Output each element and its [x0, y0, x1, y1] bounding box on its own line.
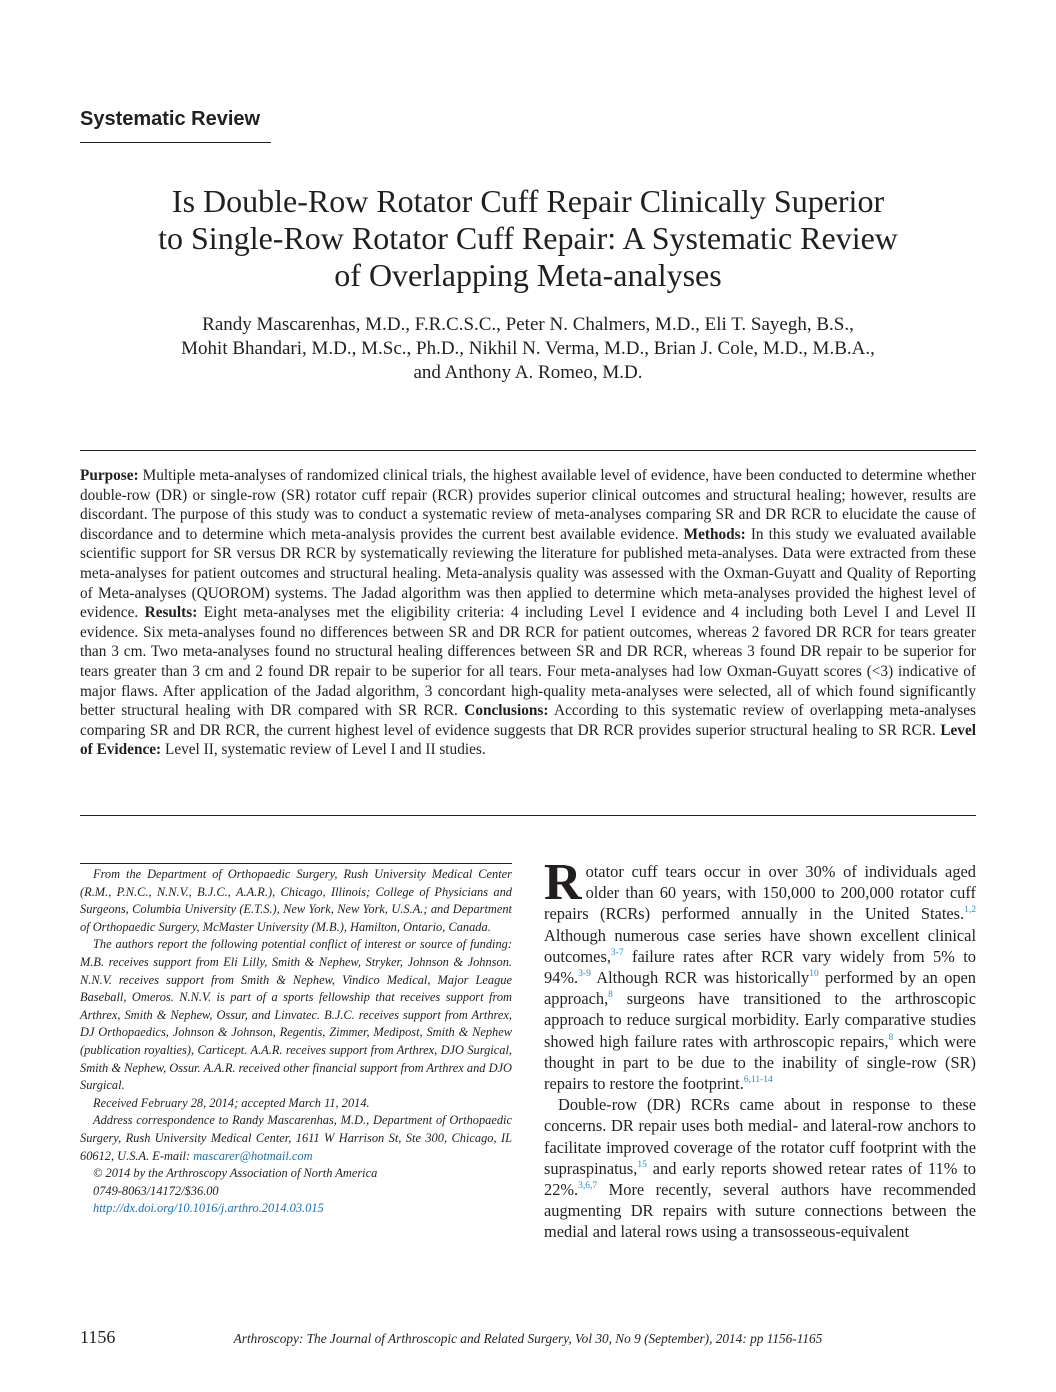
- citation-ref[interactable]: 3-9: [578, 969, 591, 980]
- author-line: and Anthony A. Romeo, M.D.: [413, 362, 643, 383]
- citation-ref[interactable]: 1,2: [964, 905, 976, 916]
- author-line: Mohit Bhandari, M.D., M.Sc., Ph.D., Nikhil N. Verma, M.D., Brian J. Cole, M.D., M.B.A.,: [181, 338, 875, 359]
- abstract-label-results: Results:: [144, 604, 198, 622]
- text-run: Although numerous case series have shown excellent clinical outcomes,: [544, 925, 976, 966]
- abstract-methods: In this study we evaluated available scientific support for SR versus DR RCR by systematically reviewing the literature for published meta-analyses. Data were extracted from these meta-analyses for patient outcomes and structural healing. Meta-analysis quality was assessed with the Oxman-Guyatt and Quality of Reporting of Meta-analyses (QUOROM) systems. The Jadad algorithm was then applied to determine which meta-analyses provided the highest level of evidence.: [80, 525, 976, 622]
- citation-ref[interactable]: 15: [637, 1159, 647, 1170]
- abstract-level: Level II, systematic review of Level I and II studies.: [164, 741, 486, 759]
- citation-ref[interactable]: 8: [608, 990, 613, 1001]
- citation-ref[interactable]: 10: [809, 969, 819, 980]
- journal-citation: Arthroscopy: The Journal of Arthroscopic and Related Surgery, Vol 30, No 9 (September), 2014: pp 1156-1165: [233, 1331, 823, 1346]
- text-run: More recently, several authors have recommended augmenting DR repairs with suture connections between the medial and lateral rows using a transosseous-equivalent: [544, 1180, 976, 1242]
- text-run: and early reports showed retear rates of 11% to 22%.: [544, 1158, 976, 1200]
- abstract-label-conclusions: Conclusions:: [464, 702, 549, 720]
- abstract-bottom-rule: [80, 815, 976, 816]
- email-link[interactable]: mascarer@hotmail.com: [193, 1148, 313, 1163]
- text-run: Double-row (DR) RCRs came about in response to these concerns. DR repair uses both medial- and lateral-row anchors to facilitate improved coverage of the rotator cuff footprint with the supraspinatus,: [544, 1095, 976, 1178]
- citation-ref[interactable]: 6,11-14: [743, 1075, 773, 1086]
- abstract-label-purpose: Purpose:: [80, 467, 139, 484]
- section-label: Systematic Review: [80, 108, 261, 130]
- abstract-results: Eight meta-analyses met the eligibility criteria: 4 including Level I evidence and 4 including both Level I and Level II evidence. Six meta-analyses found no differences between SR and DR RCR for patient outcomes, whereas 2 favored DR RCR for tears greater than 3 cm. Two meta-analyses found no structural healing differences between SR and DR RCR, whereas 3 found DR repair to be superior for tears greater than 3 cm and 2 found DR repair to be superior for all tears. Four meta-analyses had low Oxman-Guyatt scores (<3) indicative of major flaws. After application of the Jadad algorithm, 3 concordant high-quality meta-analyses were selected, all of which found significantly better structural healing with DR compared with SR RCR.: [80, 604, 977, 720]
- body-text: [544, 854, 977, 1243]
- footnote-received: Received February 28, 2014; accepted March 11, 2014.: [93, 1095, 370, 1110]
- body-paragraph-2: [544, 1094, 976, 1242]
- footnote-issn: 0749-8063/14172/$36.00: [93, 1183, 219, 1198]
- body-paragraph-1: [544, 854, 977, 1094]
- author-line: Randy Mascarenhas, M.D., F.R.C.S.C., Peter N. Chalmers, M.D., Eli T. Sayegh, B.S.,: [202, 314, 854, 335]
- footnote-rule: [80, 863, 512, 864]
- article-title: [80, 183, 976, 294]
- abstract-label-level: Level of Evidence:: [80, 721, 976, 759]
- citation-ref[interactable]: 3-7: [610, 947, 624, 958]
- footnote-doi: [80, 1200, 512, 1218]
- text-run: performed by an open approach,: [544, 968, 977, 1009]
- text-run: Although RCR was historically: [590, 968, 810, 988]
- citation-ref[interactable]: 8: [888, 1032, 894, 1043]
- doi-link[interactable]: http://dx.doi.org/10.1016/j.arthro.2014.03.015: [93, 1201, 324, 1216]
- abstract-purpose: Multiple meta-analyses of randomized clinical trials, the highest available level of evidence, have been conducted to determine whether double-row (DR) or single-row (SR) rotator cuff repair (RCR) provides superior clinical outcomes and structural healing; however, results are discordant. The purpose of this study was to conduct a systematic review of meta-analyses comparing SR and DR RCR to elucidate the cause of discordance and to determine which meta-analysis provides the current best available evidence.: [80, 467, 976, 543]
- footnote-conflict: The authors report the following potential conflict of interest or source of funding: M.B. receives support from Eli Lilly, Smith & Nephew, Stryker, Johnson & Johnson. N.N.V. receives support from Smith & Nephew, Vindico Medical, Major League Baseball, Omeros. N.N.V. is part of a sports fellowship that receives support from Arthrex, Smith & Nephew, Ossur, and Linvatec. B.J.C. receives support from Arthrex, DJ Orthopaedics, Johnson & Johnson, Regentis, Zimmer, Medipost, Smith & Nephew (publication royalties), Carticept. A.A.R. receives support from Arthrex, DJO Surgical, Smith & Nephew, Ossur. A.A.R. received other financial support from Arthrex and DJO Surgical.: [80, 937, 512, 1093]
- abstract-label-methods: Methods:: [683, 525, 746, 543]
- author-list: [80, 313, 976, 385]
- address-text: Address correspondence to Randy Mascarenhas, M.D., Department of Orthopaedic Surgery, Rush University Medical Center, 1611 W Harrison St, Ste 300, Chicago, IL 60612, U.S.A. E-mail:: [80, 1113, 512, 1163]
- footnote-affiliation: From the Department of Orthopaedic Surgery, Rush University Medical Center (R.M., P.N.C., N.N.V., B.J.C., A.A.R.), Chicago, Illinois; College of Physicians and Surgeons, Columbia University (E.T.S.), New York, New York, U.S.A.; and Department of Orthopaedic Surgery, McMaster University (M.B.), Hamilton, Ontario, Canada.: [80, 867, 512, 934]
- citation-ref[interactable]: 3,6,7: [578, 1181, 598, 1192]
- text-run: otator cuff tears occur in over 30% of individuals aged older than 60 years, with 150,000 to 200,000 rotator cuff repairs (RCRs) performed annually in the United States.: [544, 862, 976, 924]
- section-rule: [80, 142, 271, 143]
- drop-cap: R: [544, 854, 582, 911]
- footnote-copyright: © 2014 by the Arthroscopy Association of North America: [93, 1166, 378, 1181]
- text-run: which were thought in part to be due to the inability of single-row (SR) repairs to restore the footprint.: [544, 1031, 976, 1094]
- footnote-address: [80, 1112, 512, 1165]
- title-line: of Overlapping Meta-analyses: [334, 257, 722, 293]
- text-run: surgeons have transitioned to the arthroscopic approach to reduce surgical morbidity. Early comparative studies showed high failure rates with arthroscopic repairs,: [544, 989, 976, 1051]
- abstract: [80, 466, 976, 760]
- footnotes: [80, 866, 512, 1218]
- text-run: failure rates after RCR vary widely from 5% to 94%.: [544, 946, 976, 988]
- title-line: Is Double-Row Rotator Cuff Repair Clinically Superior: [171, 183, 885, 219]
- title-line: to Single-Row Rotator Cuff Repair: A Systematic Review: [158, 220, 898, 256]
- abstract-top-rule: [80, 450, 976, 451]
- page-number: 1156: [80, 1327, 116, 1347]
- abstract-conclusions: According to this systematic review of overlapping meta-analyses comparing SR and DR RCR, the current highest level of evidence suggests that DR RCR provides superior structural healing to SR RCR.: [80, 702, 977, 739]
